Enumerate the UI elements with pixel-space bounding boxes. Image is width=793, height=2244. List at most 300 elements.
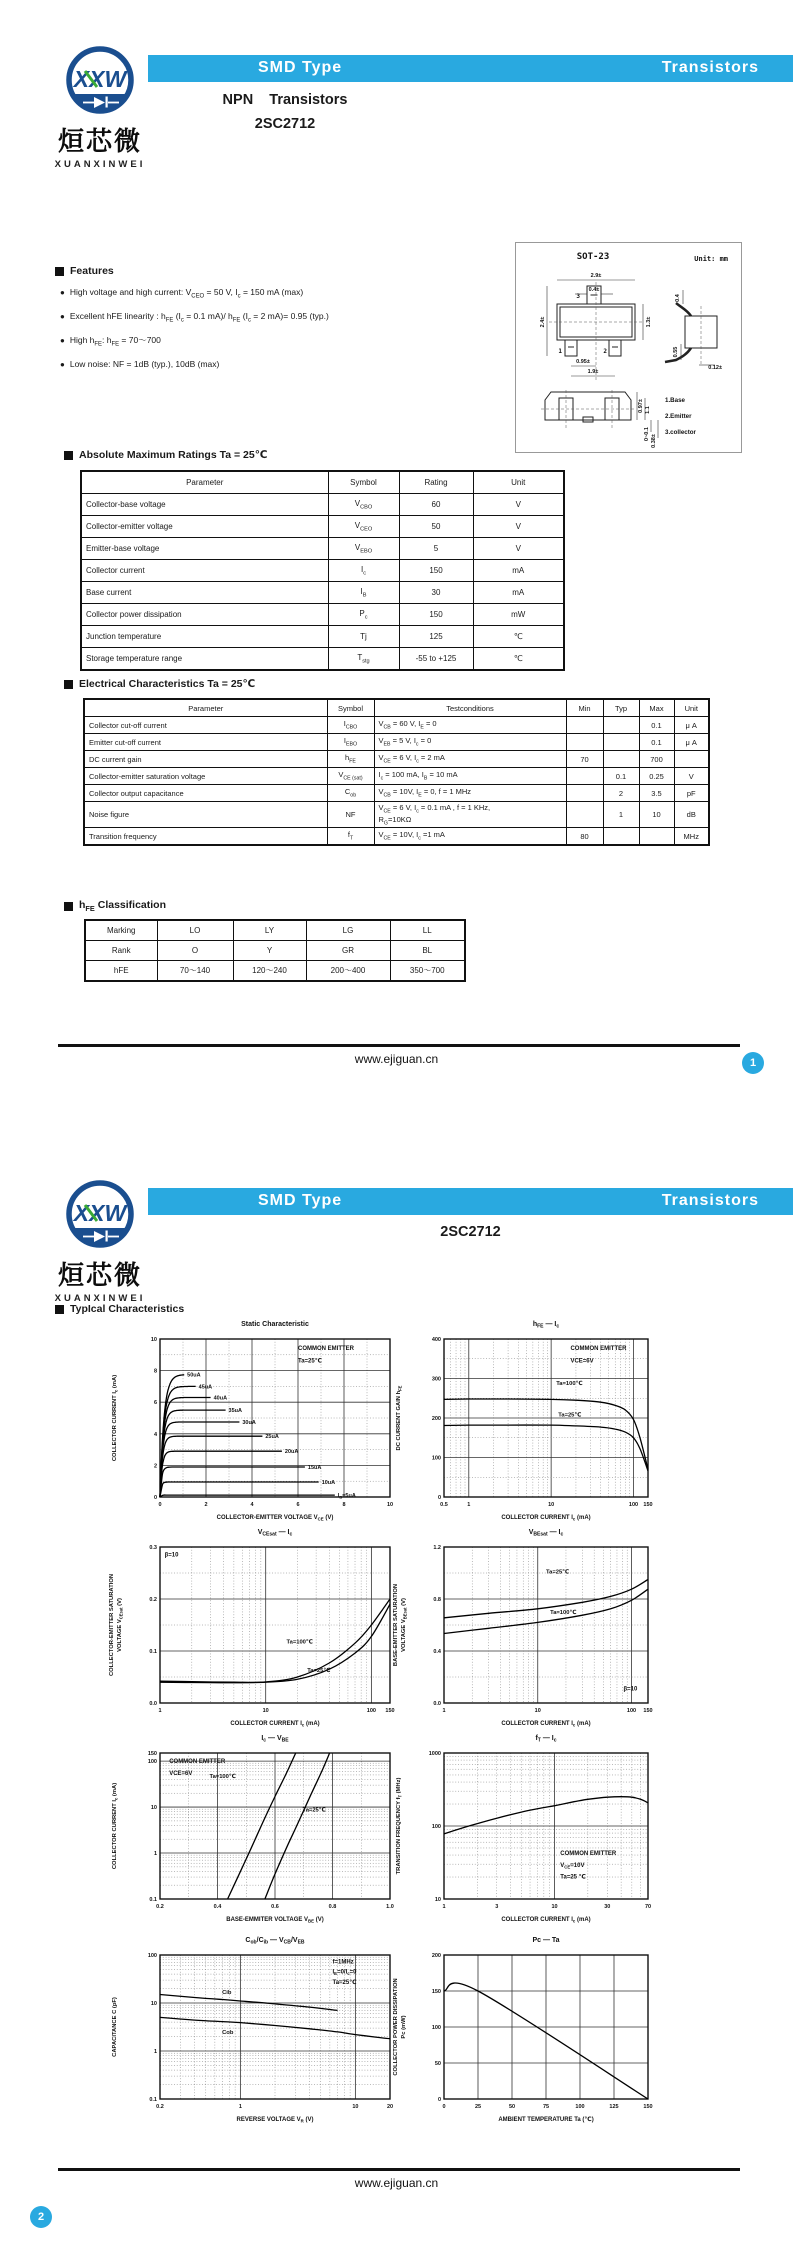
svg-text:0: 0: [158, 1502, 162, 1508]
cell: LO: [157, 920, 233, 941]
cell: $V_{EB} = 5$ V, $I_c = 0$: [374, 734, 566, 751]
company-name-en: XUANXINWEI: [54, 1293, 146, 1304]
table-header-row: [84, 699, 709, 717]
cell: [603, 828, 639, 846]
svg-text:1.2: 1.2: [433, 1545, 441, 1551]
svg-text:COLLECTOR CURRENT Ic (mA): COLLECTOR CURRENT $I_c$ (mA): [501, 1917, 591, 1924]
company-name-cn: 烜芯微: [57, 127, 142, 157]
svg-text:10: 10: [262, 1708, 269, 1714]
cell: $h_{FE}$: [327, 751, 374, 768]
svg-text:2: 2: [603, 348, 607, 355]
svg-text:50: 50: [508, 2104, 516, 2110]
svg-text:100: 100: [626, 1708, 637, 1714]
package-name: SOT-23: [576, 252, 610, 262]
cell: ℃: [473, 626, 564, 648]
cell: 50: [399, 516, 473, 538]
svg-text:COLLECTOR CURRENT Ic (mA): COLLECTOR CURRENT $I_c$ (mA): [501, 1721, 591, 1728]
cell: LG: [306, 920, 390, 941]
cell: $V_{CE} = 10V$, $I_c =1$ mA: [374, 828, 566, 846]
svg-text:150: 150: [643, 1502, 653, 1508]
cell: mA: [473, 582, 564, 604]
svg-text:fT — Ic: fT — Ic: [535, 1735, 557, 1744]
svg-text:0.97±: 0.97±: [638, 399, 644, 413]
svg-text:0.12±: 0.12±: [708, 365, 722, 371]
column-header: Symbol: [328, 471, 399, 494]
bullet-icon: ●: [60, 288, 65, 297]
feature-text: High voltage and high current: $V_{CEO} = 50$ V, $I_c = 150$ mA (max): [69, 287, 304, 300]
feature-text: Excellent hFE linearity : $h_{FE}$ ($I_c = 0.1$ mA)/ $h_{FE}$ ($I_c = 2$ mA)= 0.95 (typ.): [69, 311, 329, 324]
footer-url[interactable]: www.ejiguan.cn: [354, 2176, 439, 2190]
svg-text:4: 4: [250, 1502, 254, 1508]
svg-text:1: 1: [238, 2104, 242, 2110]
svg-text:1: 1: [558, 348, 562, 355]
cell: $V_{CE} = 6$ V, $I_c = 2$ mA: [374, 751, 566, 768]
cell: [639, 828, 674, 846]
cell: Junction temperature: [81, 626, 328, 648]
cell: V: [674, 768, 709, 785]
doc-title-part-number: 2SC2712: [440, 1224, 501, 1240]
cell: 0.1: [639, 734, 674, 751]
cell: 200～400: [306, 961, 390, 982]
package-unit: Unit: mm: [694, 255, 728, 263]
svg-text:Ta=25℃: Ta=25℃: [332, 1979, 357, 1986]
table-row: [81, 494, 564, 516]
svg-text:Ta=25℃: Ta=25℃: [298, 1358, 322, 1365]
svg-text:50: 50: [434, 2061, 441, 2067]
chart-cob-cib-vs-vr: [106, 1928, 404, 2136]
cell: $V_{CE (sat)}$: [327, 768, 374, 785]
chart-svg-ft-vs-ic: [390, 1726, 662, 1936]
svg-text:Ta=100℃: Ta=100℃: [286, 1639, 313, 1646]
svg-text:45uA: 45uA: [198, 1384, 213, 1391]
cell: Collector-emitter voltage: [81, 516, 328, 538]
cell: 70: [566, 751, 603, 768]
table-row: [81, 604, 564, 626]
page-number-badge: 1: [742, 1052, 764, 1074]
chart-svg-pc-vs-ta: [390, 1928, 662, 2136]
svg-text:VOLTAGE VBEsat (V): VOLTAGE $V_{BEsat}$ (V): [401, 1598, 408, 1652]
section-marker-icon: [55, 267, 64, 276]
cell: Tj: [328, 626, 399, 648]
header-smd-type: SMD Type: [258, 59, 343, 76]
svg-text:200: 200: [431, 1416, 441, 1422]
cell: V: [473, 516, 564, 538]
column-header: Max: [639, 699, 674, 717]
cell: Emitter cut-off current: [84, 734, 327, 751]
chart-svg-ic-vs-vbe: [106, 1726, 404, 1936]
svg-text:0: 0: [437, 1495, 441, 1501]
svg-text:0.55: 0.55: [673, 346, 679, 358]
cell: $P_c$: [328, 604, 399, 626]
cell: 60: [399, 494, 473, 516]
svg-text:β=10: β=10: [164, 1552, 179, 1559]
cell: GR: [306, 941, 390, 961]
svg-text:30uA: 30uA: [242, 1419, 256, 1426]
svg-text:COLLECTOR CURRENT Ic (mA): COLLECTOR CURRENT $I_c$ (mA): [112, 1782, 119, 1870]
svg-text:100: 100: [431, 2025, 441, 2031]
footer-url[interactable]: www.ejiguan.cn: [354, 1052, 439, 1066]
table-row: [81, 626, 564, 648]
cell: 0.1: [639, 717, 674, 734]
chart-static-characteristic: [106, 1312, 404, 1534]
column-header: Typ: [603, 699, 639, 717]
chart-svg-hfe-vs-ic: [390, 1312, 662, 1534]
column-header: Parameter: [81, 471, 328, 494]
cell: $I_{EBO}$: [327, 734, 374, 751]
cell: Rank: [85, 941, 157, 961]
svg-text:hFE — Ic: hFE — Ic: [532, 1321, 560, 1330]
footer-divider: [58, 1044, 740, 1047]
cell: [603, 751, 639, 768]
cell: $V_{CE} = 6$ V, $I_c = 0.1$ mA , f = 1 KHz, $R_G=10K\Omega$: [374, 802, 566, 828]
svg-text:VCEsat — Ic: VCEsat — Ic: [257, 1529, 293, 1538]
svg-text:β=10: β=10: [623, 1686, 638, 1693]
svg-text:AMBIENT TEMPERATURE Ta (℃): AMBIENT TEMPERATURE Ta (℃): [498, 2117, 594, 2123]
charts-grid: [0, 1122, 793, 2244]
svg-text:2: 2: [204, 1502, 208, 1508]
company-name-en: XUANXINWEI: [54, 159, 146, 170]
svg-text:10: 10: [352, 2104, 359, 2110]
cell: [566, 768, 603, 785]
cell: O: [157, 941, 233, 961]
svg-text:0.4±: 0.4±: [588, 287, 600, 293]
column-header: Unit: [473, 471, 564, 494]
cell: μ A: [674, 734, 709, 751]
package-top-view: [557, 286, 635, 356]
svg-text:Cib: Cib: [222, 1989, 232, 1996]
svg-text:100: 100: [147, 1759, 157, 1766]
data-table: [80, 470, 565, 671]
svg-text:Ta=25℃: Ta=25℃: [307, 1667, 331, 1674]
section-marker-icon: [64, 451, 73, 460]
svg-text:1.9±: 1.9±: [587, 369, 599, 375]
chart-vbe-sat-vs-ic: [390, 1520, 662, 1740]
feature-text: Low noise: NF = 1dB (typ.), 10dB (max): [69, 359, 220, 370]
svg-text:150: 150: [431, 1989, 441, 1995]
cell: LY: [233, 920, 306, 941]
cell: [603, 717, 639, 734]
cell: $I_c = 100$ mA, $I_B = 10$ mA: [374, 768, 566, 785]
svg-text:2: 2: [153, 1463, 157, 1470]
svg-text:35uA: 35uA: [228, 1408, 243, 1415]
cell: μ A: [674, 717, 709, 734]
svg-text:Static Characteristic: Static Characteristic: [241, 1321, 309, 1328]
cell: V: [473, 538, 564, 560]
svg-text:COMMON EMITTER: COMMON EMITTER: [169, 1759, 226, 1766]
svg-text:Ic — VBE: Ic — VBE: [261, 1735, 289, 1744]
cell: hFE: [85, 961, 157, 982]
svg-text:IE=0/Ic=0: $I_E=0/I_c=0$: [332, 1969, 357, 1977]
svg-text:0.1: 0.1: [149, 2097, 157, 2103]
svg-text:200: 200: [431, 1953, 441, 1959]
elec-char-table: [83, 698, 710, 846]
svg-text:COLLECTOR CURRENT Ic (mA): COLLECTOR CURRENT $I_c$ (mA): [230, 1721, 320, 1728]
svg-text:8: 8: [342, 1502, 346, 1508]
svg-text:25: 25: [474, 2104, 482, 2110]
chart-svg-vce-sat-vs-ic: [106, 1520, 404, 1740]
table-row: [81, 538, 564, 560]
svg-text:Ta=100℃: Ta=100℃: [550, 1610, 577, 1617]
chart-svg-cob-cib-vs-vr: [106, 1928, 404, 2136]
svg-text:300: 300: [431, 1376, 441, 1383]
svg-text:COMMON EMITTER: COMMON EMITTER: [570, 1346, 627, 1353]
svg-text:8: 8: [153, 1368, 157, 1375]
company-logo: [40, 42, 160, 170]
svg-text:Ta=100℃: Ta=100℃: [556, 1380, 583, 1387]
svg-text:0.6: 0.6: [271, 1904, 279, 1910]
svg-text:6: 6: [296, 1502, 300, 1508]
chart-vce-sat-vs-ic: [106, 1520, 404, 1740]
svg-text:COLLECTOR-EMITTER VOLTAGE VCE: COLLECTOR-EMITTER VOLTAGE $V_{CE}$ (V): [216, 1515, 334, 1522]
cell: Collector-base voltage: [81, 494, 328, 516]
cell: 125: [399, 626, 473, 648]
cell: mA: [473, 560, 564, 582]
feature-item: [60, 311, 390, 325]
svg-text:70: 70: [644, 1904, 652, 1910]
svg-text:IB=5uA: $I_B=5uA$: [337, 1493, 356, 1500]
svg-text:0.0: 0.0: [433, 1701, 441, 1707]
svg-text:Cob: Cob: [222, 2030, 234, 2037]
bullet-icon: ●: [60, 336, 65, 346]
feature-item: [60, 287, 390, 301]
feature-item: [60, 335, 390, 349]
cell: $V_{CB} = 60$ V, $I_E = 0$: [374, 717, 566, 734]
cell: Noise figure: [84, 802, 327, 828]
chart-pc-vs-ta: [390, 1928, 662, 2136]
svg-text:1: 1: [153, 1851, 157, 1858]
cell: 0.1: [603, 768, 639, 785]
typical-characteristics-heading: TypIcal Characteristics: [55, 1303, 184, 1315]
table-row: [84, 734, 709, 751]
cell: Emitter-base voltage: [81, 538, 328, 560]
table-row: [84, 751, 709, 768]
svg-text:Ta=25 ℃: Ta=25 ℃: [560, 1874, 586, 1881]
cell: -55 to +125: [399, 648, 473, 671]
cell: Collector current: [81, 560, 328, 582]
chart-svg-static-characteristic: [106, 1312, 404, 1534]
svg-text:COLLECTOR-EMITTER SATURATION: COLLECTOR-EMITTER SATURATION: [109, 1573, 115, 1677]
hfe-class-heading: $h_{FE}$ Classification: [64, 899, 166, 913]
svg-text:40uA: 40uA: [213, 1395, 228, 1402]
svg-text:3.collector: 3.collector: [665, 429, 696, 436]
column-header: Min: [566, 699, 603, 717]
svg-text:1: 1: [153, 2049, 157, 2055]
data-table: [84, 919, 466, 982]
svg-text:Pc (mW): Pc (mW): [401, 2015, 407, 2039]
column-header: Testconditions: [374, 699, 566, 717]
svg-text:Ta=100℃: Ta=100℃: [209, 1773, 236, 1780]
doc-title-part-number: 2SC2712: [254, 116, 316, 132]
cell: [566, 785, 603, 802]
feature-text: High $h_{FE}$: $h_{FE}$ = 70～700: [69, 335, 161, 348]
svg-text:6: 6: [153, 1400, 157, 1407]
cell: MHz: [674, 828, 709, 846]
svg-text:100: 100: [366, 1708, 376, 1714]
svg-text:0.8: 0.8: [433, 1597, 441, 1603]
svg-text:CAPACITANCE C (pF): CAPACITANCE C (pF): [112, 1997, 118, 2057]
svg-text:1.0: 1.0: [386, 1904, 394, 1910]
svg-text:1.3±: 1.3±: [646, 316, 652, 328]
section-marker-icon: [64, 680, 73, 689]
cell: 10: [639, 802, 674, 828]
cell: [566, 717, 603, 734]
svg-text:Ta=25℃: Ta=25℃: [546, 1569, 570, 1576]
table-header-row: [81, 471, 564, 494]
logo-mark-icon: [56, 42, 144, 116]
svg-text:0.4: 0.4: [213, 1904, 222, 1910]
svg-text:150: 150: [147, 1751, 157, 1757]
svg-text:3: 3: [576, 293, 580, 300]
svg-text:TRANSITION FREQUENCY fT (MHz: TRANSITION FREQUENCY $f_T$ (MHz): [396, 1777, 403, 1875]
svg-text:VCE=10V: $V_{CE}=10V$: [560, 1862, 585, 1870]
svg-text:100: 100: [147, 1953, 157, 1959]
svg-text:VCE=6V: VCE=6V: [169, 1770, 193, 1777]
logo-monogram: XXW: [73, 66, 127, 92]
cell: $I_{CBO}$: [327, 717, 374, 734]
svg-text:0.95±: 0.95±: [576, 359, 590, 365]
cell: 150: [399, 560, 473, 582]
cell: 30: [399, 582, 473, 604]
cell: $I_B$: [328, 582, 399, 604]
svg-text:10: 10: [150, 2001, 157, 2007]
svg-text:20: 20: [386, 2104, 394, 2110]
svg-text:0.4: 0.4: [433, 1649, 441, 1655]
svg-text:10: 10: [548, 1502, 555, 1508]
svg-text:0.1: 0.1: [149, 1897, 157, 1903]
cell: 80: [566, 828, 603, 846]
cell: mW: [473, 604, 564, 626]
svg-text:150: 150: [385, 1708, 395, 1714]
cell: 5: [399, 538, 473, 560]
svg-text:0.8: 0.8: [328, 1904, 337, 1910]
doc-title-line1: NPN Transistors: [222, 92, 348, 108]
table-row: [84, 802, 709, 828]
cell: pF: [674, 785, 709, 802]
cell: 70～140: [157, 961, 233, 982]
elec-char-heading: Electrical Characteristics Ta = 25℃: [64, 678, 255, 690]
cell: Collector output capacitance: [84, 785, 327, 802]
bullet-icon: ●: [60, 312, 65, 322]
cell: Collector-emitter saturation voltage: [84, 768, 327, 785]
svg-text:1.1: 1.1: [645, 406, 651, 414]
svg-text:Pc — Ta: Pc — Ta: [532, 1937, 560, 1944]
table-row: [84, 768, 709, 785]
svg-text:75: 75: [542, 2104, 550, 2110]
cell: Transition frequency: [84, 828, 327, 846]
footer-divider: [58, 2168, 740, 2171]
svg-text:0.5: 0.5: [440, 1502, 448, 1508]
package-bottom-view: [541, 390, 658, 448]
svg-text:0.2: 0.2: [156, 2104, 164, 2110]
cell: [566, 734, 603, 751]
svg-text:1: 1: [442, 1904, 446, 1910]
svg-text:150: 150: [643, 2104, 653, 2110]
svg-text:2.4±: 2.4±: [540, 316, 546, 328]
cell: 1: [603, 802, 639, 828]
cell: 120～240: [233, 961, 306, 982]
cell: V: [473, 494, 564, 516]
svg-text:100: 100: [431, 1824, 441, 1830]
svg-text:10: 10: [150, 1337, 157, 1343]
svg-text:150: 150: [643, 1708, 653, 1714]
svg-text:COMMON EMITTER: COMMON EMITTER: [298, 1346, 354, 1353]
cell: BL: [390, 941, 465, 961]
svg-text:Ta=25℃: Ta=25℃: [302, 1807, 326, 1814]
page-2: [0, 1122, 793, 2244]
cell: dB: [674, 802, 709, 828]
svg-text:VOLTAGE VCEsat (V): VOLTAGE $V_{CEsat}$ (V): [117, 1598, 124, 1652]
svg-text:30: 30: [604, 1904, 611, 1910]
cell: DC current gain: [84, 751, 327, 768]
column-header: Symbol: [327, 699, 374, 717]
data-table: [83, 698, 710, 846]
cell: Y: [233, 941, 306, 961]
svg-text:15uA: 15uA: [307, 1464, 322, 1471]
table-row: [84, 828, 709, 846]
svg-text:COLLECTOR POWER DISSIPATION: COLLECTOR POWER DISSIPATION: [393, 1978, 399, 2076]
cell: ℃: [473, 648, 564, 671]
table-row: [84, 717, 709, 734]
package-side-view: [665, 290, 722, 371]
table-row: [81, 648, 564, 671]
feature-item: [60, 359, 390, 371]
column-header: Rating: [399, 471, 473, 494]
chart-ic-vs-vbe: [106, 1726, 404, 1936]
table-row: [85, 961, 465, 982]
cell: $T_{stg}$: [328, 648, 399, 671]
cell: 350～700: [390, 961, 465, 982]
svg-text:VCE=6V: VCE=6V: [570, 1358, 594, 1365]
cell: $V_{CBO}$: [328, 494, 399, 516]
svg-text:3: 3: [495, 1904, 499, 1910]
header-bar: [148, 55, 793, 82]
svg-text:1000: 1000: [428, 1751, 441, 1757]
svg-text:2.Emitter: 2.Emitter: [665, 413, 692, 420]
cell: Base current: [81, 582, 328, 604]
table-row: [81, 516, 564, 538]
svg-text:100: 100: [628, 1502, 639, 1508]
svg-text:1: 1: [442, 1708, 446, 1714]
cell: $V_{EBO}$: [328, 538, 399, 560]
svg-text:COLLECTOR CURRENT Ic (mA): COLLECTOR CURRENT $I_c$ (mA): [501, 1515, 591, 1522]
svg-text:125: 125: [609, 2104, 619, 2110]
svg-text:COLLECTOR CURRENT Ic (mA): COLLECTOR CURRENT $I_c$ (mA): [112, 1374, 119, 1462]
svg-text:10: 10: [551, 1904, 558, 1910]
cell: NF: [327, 802, 374, 828]
svg-text:50uA: 50uA: [187, 1372, 201, 1379]
cell: [603, 734, 639, 751]
svg-text:REVERSE VOLTAGE VR (V): REVERSE VOLTAGE $V_R$ (V): [236, 2117, 314, 2124]
cell: $I_c$: [328, 560, 399, 582]
svg-text:1: 1: [158, 1708, 162, 1714]
cell: 150: [399, 604, 473, 626]
svg-text:10: 10: [434, 1897, 441, 1903]
cell: $f_T$: [327, 828, 374, 846]
table-row: [84, 785, 709, 802]
svg-text:VBEsat — Ic: VBEsat — Ic: [528, 1529, 564, 1538]
cell: $V_{CEO}$: [328, 516, 399, 538]
svg-text:0.1: 0.1: [149, 1649, 157, 1655]
cell: [674, 751, 709, 768]
cell: $V_{CB} = 10V$, $I_E = 0$, f = 1 MHz: [374, 785, 566, 802]
cell: 3.5: [639, 785, 674, 802]
svg-text:DC CURRENT GAIN hFE: DC CURRENT GAIN $h_{FE}$: [396, 1385, 403, 1451]
cell: 0.25: [639, 768, 674, 785]
svg-text:10: 10: [150, 1805, 157, 1812]
table-row: [85, 941, 465, 961]
svg-text:0: 0: [153, 1495, 157, 1501]
svg-text:0: 0: [437, 2097, 441, 2103]
